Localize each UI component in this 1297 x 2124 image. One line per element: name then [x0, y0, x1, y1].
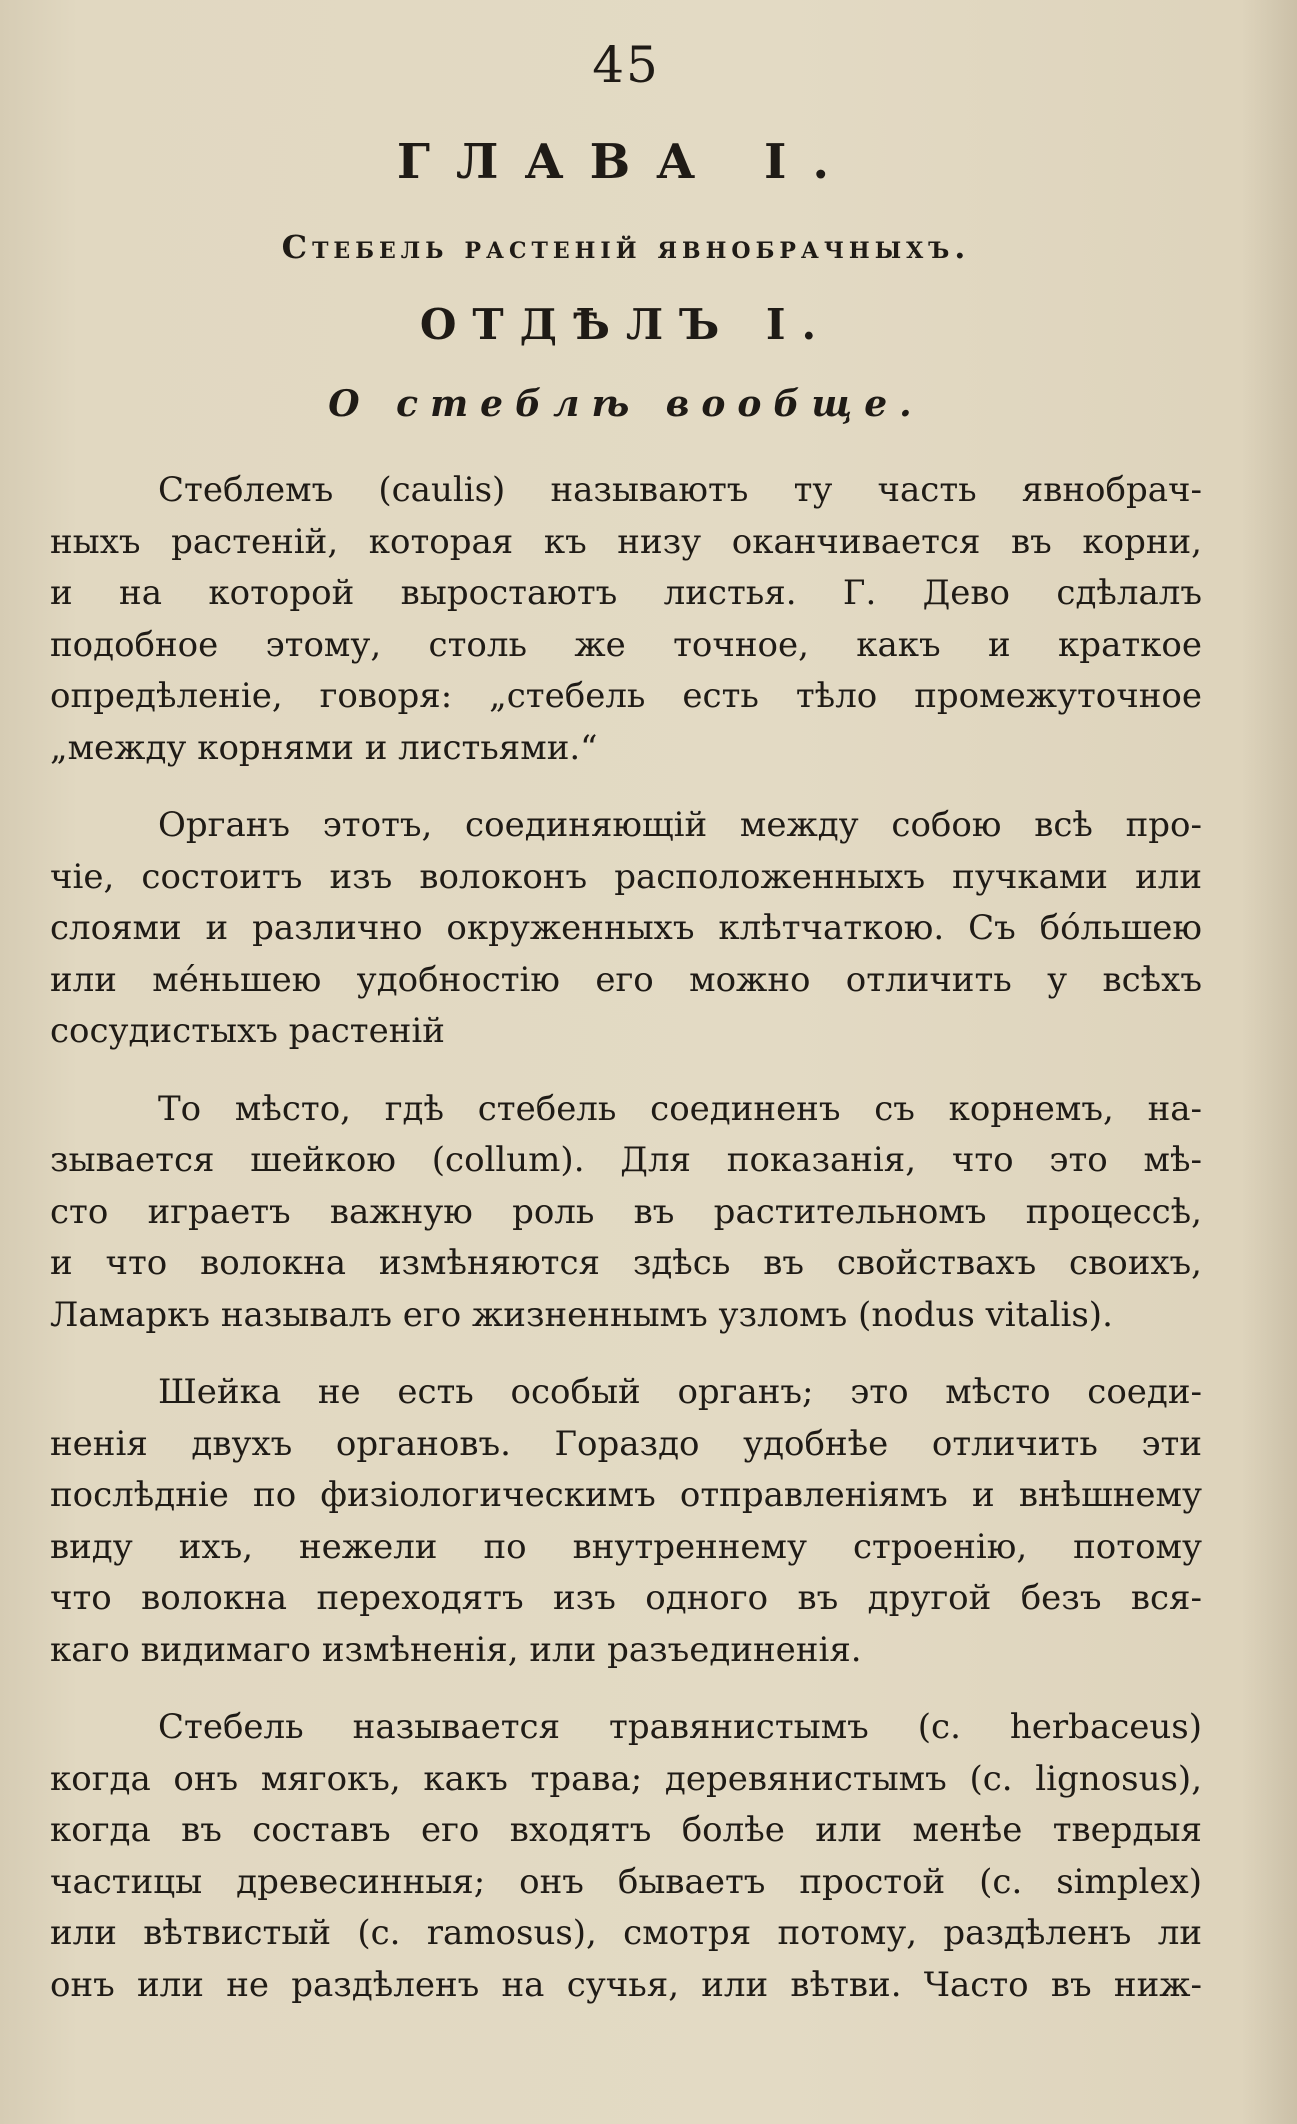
text-line: Шейка не есть особый органъ; это мѣсто соеди- — [158, 1372, 1202, 1412]
section-subtitle: О стеблѣ вообще. — [328, 383, 924, 425]
text-line: и что волокна измѣняются здѣсь въ свойствахъ своихъ, — [50, 1243, 1202, 1283]
text-line: зывается шейкою (collum). Для показанія, что это мѣ- — [50, 1140, 1202, 1180]
text-line: слоями и различно окруженныхъ клѣтчаткою. Съ бóльшею — [50, 908, 1202, 948]
paragraph-4 — [50, 1367, 1202, 1676]
text-line: подобное этому, столь же точное, какъ и краткое — [50, 624, 1202, 665]
body-text — [50, 465, 1202, 2011]
text-line: чіе, состоитъ изъ волоконъ расположенныхъ пучками или — [50, 856, 1202, 897]
text-line: или вѣтвистый (c. ramosus), смотря потому, раздѣленъ ли — [50, 1913, 1202, 1953]
text-line: Ламаркъ называлъ его жизненнымъ узломъ (nodus vitalis). — [50, 1294, 1113, 1335]
text-line: послѣдніе по физіологическимъ отправленіямъ и внѣшнему — [50, 1475, 1202, 1515]
text-line: опредѣленіе, говоря: „стебель есть тѣло промежуточное — [50, 676, 1202, 716]
text-line: что волокна переходятъ изъ одного въ другой безъ вся- — [50, 1578, 1202, 1618]
chapter-subtitle: Стебель растеній явнобрачныхъ. — [281, 228, 971, 266]
page-number: 45 — [592, 36, 660, 94]
text-line: частицы древесинныя; онъ бываетъ простой (c. simplex) — [50, 1861, 1202, 1902]
paragraph-3 — [50, 1084, 1202, 1342]
paragraph-5 — [50, 1702, 1202, 2011]
text-line: и на которой выростаютъ листья. Г. Дево сдѣлалъ — [50, 573, 1202, 613]
text-line: То мѣсто, гдѣ стебель соединенъ съ корнемъ, на- — [158, 1088, 1202, 1129]
text-line: Стебель называется травянистымъ (c. herbaceus) — [158, 1707, 1202, 1747]
paragraph-2 — [50, 800, 1202, 1058]
text-line: Органъ этотъ, соединяющій между собою всѣ про- — [158, 805, 1202, 845]
text-line: сосудистыхъ растеній — [50, 1011, 445, 1051]
text-line: сто играетъ важную роль въ растительномъ процессѣ, — [50, 1191, 1202, 1232]
section-title: ОТДѢЛЪ I. — [419, 300, 833, 349]
text-line: ненія двухъ органовъ. Гораздо удобнѣе отличить эти — [50, 1423, 1202, 1464]
text-line: когда онъ мягокъ, какъ трава; деревянистымъ (c. lignosus), — [50, 1758, 1202, 1799]
text-line: когда въ составъ его входятъ болѣе или менѣе твердыя — [50, 1810, 1202, 1850]
text-line: каго видимаго измѣненія, или разъединенія. — [50, 1629, 862, 1670]
text-line: Стеблемъ (caulis) называютъ ту часть явнобрач- — [158, 470, 1202, 510]
text-line: „между корнями и листьями.“ — [50, 727, 598, 768]
text-line: онъ или не раздѣленъ на сучья, или вѣтви. Часто въ ниж- — [50, 1964, 1202, 2005]
chapter-title: ГЛАВА I. — [396, 134, 856, 190]
text-line: или мéньшею удобностію его можно отличить у всѣхъ — [50, 959, 1202, 1000]
paragraph-1 — [50, 465, 1202, 774]
text-line: виду ихъ, нежели по внутреннему строенію, потому — [50, 1526, 1202, 1567]
text-line: ныхъ растеній, которая къ низу оканчивается въ корни, — [50, 521, 1202, 562]
